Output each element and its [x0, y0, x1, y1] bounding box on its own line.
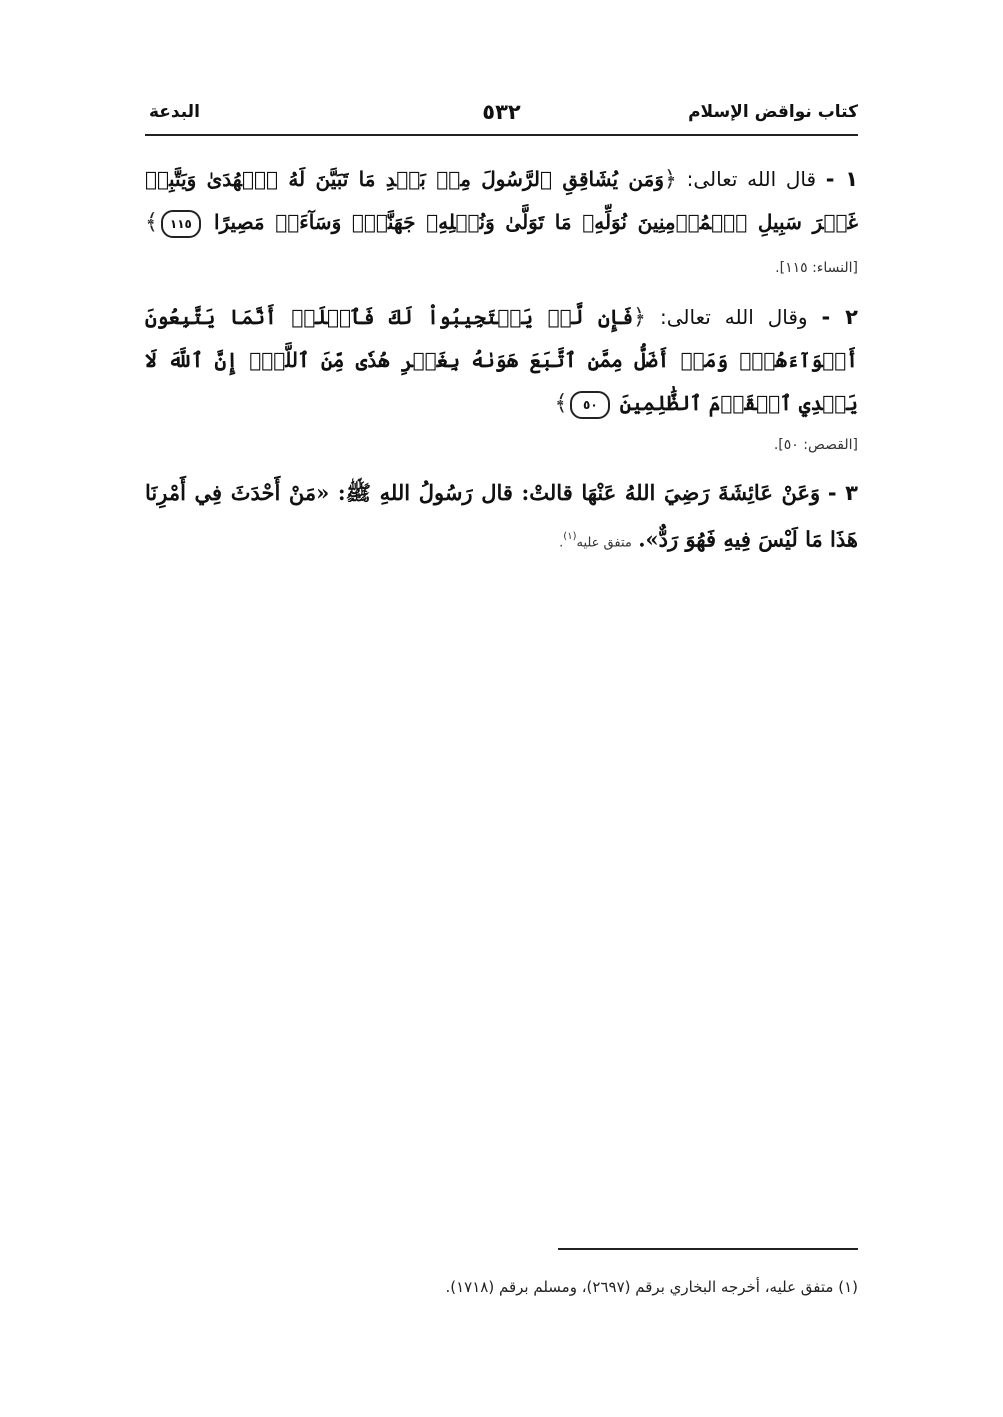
- footnote-marker: (١): [563, 531, 577, 542]
- ayah-number-marker: ٥٠: [570, 391, 610, 419]
- quran-open-bracket: ﴿: [633, 305, 647, 330]
- book-title: كتاب نواقض الإسلام: [688, 102, 858, 122]
- quran-verse: فَإِن لَّمۡ يَسۡتَجِيبُواْ لَكَ فَٱعۡلَمۡ أَنَّمَا يَتَّبِعُونَ أَهۡوَآءَهُمۡۚ وَمَنۡ أَضَلُّ مِمَّنِ ٱتَّبَعَ هَوَىٰهُ بِغَيۡرِ هُدٗى مِّنَ ٱللَّهِۚ إِنَّ ٱللَّهَ لَا يَهۡدِي ٱلۡقَوۡمَ ٱلظَّٰلِمِينَ: [145, 305, 858, 415]
- verse-reference: [القصص: ٥٠].: [773, 437, 858, 453]
- quran-close-bracket: ﴾: [554, 391, 568, 416]
- hadith-grading-end: .: [559, 535, 564, 551]
- ayah-number-marker: ١١٥: [161, 210, 201, 238]
- hadith-text: وَعَنْ عَائِشَةَ رَضِيَ اللهُ عَنْهَا قالتْ: قال رَسُولُ اللهِ ﷺ: «مَنْ أَحْدَثَ فِي أَمْرِنَا هَذَا مَا لَيْسَ فِيهِ فَهُوَ رَدٌّ».: [145, 480, 858, 552]
- item-lead: وقال الله تعالى:: [659, 305, 808, 329]
- chapter-title: البدعة: [149, 102, 200, 122]
- hadith-grading: متفق عليه: [576, 535, 632, 551]
- footnote: (١) متفق عليه، أخرجه البخاري برقم (٢٦٩٧)، ومسلم برقم (١٧١٨).: [445, 1278, 858, 1296]
- list-item-2: [145, 296, 858, 465]
- quran-close-bracket: ﴾: [145, 210, 158, 235]
- page-number: ٥٣٢: [482, 100, 521, 124]
- item-lead: قال الله تعالى:: [686, 167, 817, 191]
- verse-reference: [النساء: ١١٥].: [775, 260, 858, 276]
- page-body: [145, 158, 858, 565]
- item-number: ١ -: [825, 167, 859, 191]
- page-header: [145, 100, 858, 136]
- footnote-divider: [558, 1248, 858, 1250]
- quran-verse: وَمَن يُشَاقِقِ ٱلرَّسُولَ مِنۢ بَعۡدِ مَا تَبَيَّنَ لَهُ ٱلۡهُدَىٰ وَيَتَّبِعۡ غَيۡرَ سَبِيلِ ٱلۡمُؤۡمِنِينَ نُوَلِّهِۦ مَا تَوَلَّىٰ وَنُصۡلِهِۦ جَهَنَّمَۖ وَسَآءَتۡ مَصِيرًا: [145, 167, 858, 234]
- list-item-3: [145, 471, 858, 565]
- item-number: ٣ -: [827, 481, 858, 505]
- header-divider: [145, 134, 858, 136]
- quran-open-bracket: ﴿: [664, 167, 677, 192]
- list-item-1: [145, 158, 858, 290]
- item-number: ٢ -: [821, 305, 858, 329]
